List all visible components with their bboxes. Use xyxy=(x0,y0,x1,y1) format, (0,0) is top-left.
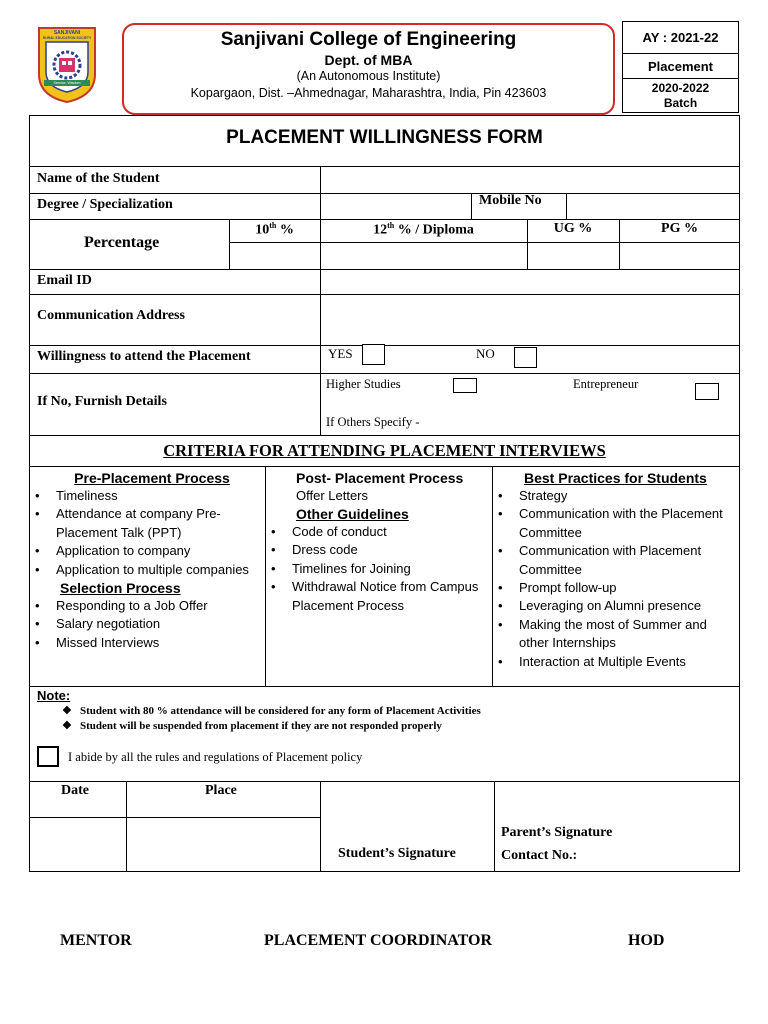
placement-label: Placement xyxy=(647,59,714,74)
list-item: • Leveraging on Alumni presence xyxy=(494,597,738,615)
student-signature-label: Student’s Signature xyxy=(338,846,456,861)
date-input[interactable] xyxy=(30,818,126,871)
percentage-label: Percentage xyxy=(84,234,160,251)
college-name: Sanjivani College of Engineering xyxy=(220,29,517,50)
list-item: • Timelines for Joining xyxy=(267,560,491,578)
col-post-placement xyxy=(267,469,491,615)
list-item: • Missed Interviews xyxy=(31,634,263,652)
college-address: Kopargaon, Dist. –Ahmednagar, Maharashtra, India, Pin 423603 xyxy=(190,86,547,100)
note-list xyxy=(58,704,738,734)
email-label: Email ID xyxy=(37,273,92,288)
list-item: • Timeliness xyxy=(31,487,263,505)
place-label: Place xyxy=(205,783,237,798)
degree-label: Degree / Specialization xyxy=(37,197,173,212)
higher-studies-checkbox[interactable] xyxy=(453,378,477,393)
no-label: NO xyxy=(476,346,495,361)
higher-studies-label: Higher Studies xyxy=(326,377,401,391)
list-item: • Making the most of Summer and other Internships xyxy=(494,616,738,653)
name-label: Name of the Student xyxy=(37,171,160,186)
pct-ug-header: UG % xyxy=(553,221,593,236)
hod-label: HOD xyxy=(628,932,665,949)
if-no-label: If No, Furnish Details xyxy=(37,394,167,409)
degree-input[interactable] xyxy=(321,194,471,219)
yes-checkbox[interactable] xyxy=(362,344,385,365)
note-label: Note: xyxy=(37,688,71,703)
diamond-bullet-icon: ❖ xyxy=(62,720,72,732)
list-item: • Withdrawal Notice from Campus Placement Process xyxy=(267,578,491,615)
pct-pg-input[interactable] xyxy=(620,243,739,269)
note-item: ❖ Student with 80 % attendance will be considered for any form of Placement Activities xyxy=(62,705,481,717)
list-item: • Code of conduct xyxy=(267,523,491,541)
pct-pg-header: PG % xyxy=(661,221,698,236)
other-guidelines-title: Other Guidelines xyxy=(296,506,409,522)
abide-text: I abide by all the rules and regulations of Placement policy xyxy=(68,750,363,764)
selection-process-title: Selection Process xyxy=(60,580,181,597)
address-label: Communication Address xyxy=(37,308,185,323)
col-best-practices xyxy=(494,469,738,671)
contact-label: Contact No.: xyxy=(501,848,578,863)
no-checkbox[interactable] xyxy=(514,347,537,368)
list-item: • Dress code xyxy=(267,541,491,559)
note-item: ❖ Student will be suspended from placement if they are not responded properly xyxy=(62,720,442,732)
entrepreneur-label: Entrepreneur xyxy=(573,377,639,391)
others-label: If Others Specify - xyxy=(326,415,420,429)
autonomous-note: (An Autonomous Institute) xyxy=(296,69,441,83)
col-pre-placement xyxy=(31,469,263,652)
list-item: • Salary negotiation xyxy=(31,615,263,633)
list-item: • Communication with Placement Committee xyxy=(494,542,738,579)
parent-signature-label: Parent’s Signature xyxy=(501,825,613,840)
mobile-input[interactable] xyxy=(567,194,739,219)
logo-motto: Service, Wisdom xyxy=(53,81,81,85)
list-item: • Strategy xyxy=(494,487,738,505)
entrepreneur-checkbox[interactable] xyxy=(695,383,719,400)
form-title: PLACEMENT WILLINGNESS FORM xyxy=(226,127,543,148)
place-input[interactable] xyxy=(127,818,320,871)
pre-placement-title: Pre-Placement Process xyxy=(74,470,230,486)
list-item: • Application to company xyxy=(31,542,263,560)
college-logo xyxy=(36,24,98,104)
yes-label: YES xyxy=(328,346,353,361)
batch-years: 2020-2022 xyxy=(651,81,710,95)
name-input[interactable] xyxy=(321,167,739,193)
offer-letters: Offer Letters xyxy=(296,488,369,503)
pct-10-header: 10th % xyxy=(255,221,294,238)
abide-checkbox[interactable] xyxy=(37,746,59,767)
pct-10-input[interactable] xyxy=(230,243,320,269)
email-input[interactable] xyxy=(321,270,739,294)
post-placement-title: Post- Placement Process xyxy=(296,470,464,486)
logo-text-sub: RURAL EDUCATION SOCIETY xyxy=(42,36,92,40)
diamond-bullet-icon: ❖ xyxy=(62,705,72,717)
mentor-label: MENTOR xyxy=(60,932,132,949)
list-item: • Interaction at Multiple Events xyxy=(494,653,738,671)
address-input[interactable] xyxy=(321,295,739,345)
academic-year: AY : 2021-22 xyxy=(642,30,719,45)
pct-ug-input[interactable] xyxy=(528,243,619,269)
best-practices-title: Best Practices for Students xyxy=(524,470,707,486)
criteria-title: CRITERIA FOR ATTENDING PLACEMENT INTERVIEWS xyxy=(163,441,606,460)
list-item: • Application to multiple companies xyxy=(31,561,263,579)
department: Dept. of MBA xyxy=(324,52,413,68)
date-label: Date xyxy=(61,783,89,798)
batch-label: Batch xyxy=(663,96,698,110)
list-item: • Attendance at company Pre-Placement Talk (PPT) xyxy=(31,505,263,542)
willingness-label: Willingness to attend the Placement xyxy=(37,349,251,364)
coordinator-label: PLACEMENT COORDINATOR xyxy=(264,932,493,949)
mobile-label: Mobile No xyxy=(479,193,542,208)
list-item: • Prompt follow-up xyxy=(494,579,738,597)
list-item: • Responding to a Job Offer xyxy=(31,597,263,615)
pct-12-header: 12th % / Diploma xyxy=(373,221,474,238)
logo-text-top: SANJIVANI xyxy=(53,30,81,36)
list-item: • Communication with the Placement Committee xyxy=(494,505,738,542)
pct-12-input[interactable] xyxy=(321,243,527,269)
